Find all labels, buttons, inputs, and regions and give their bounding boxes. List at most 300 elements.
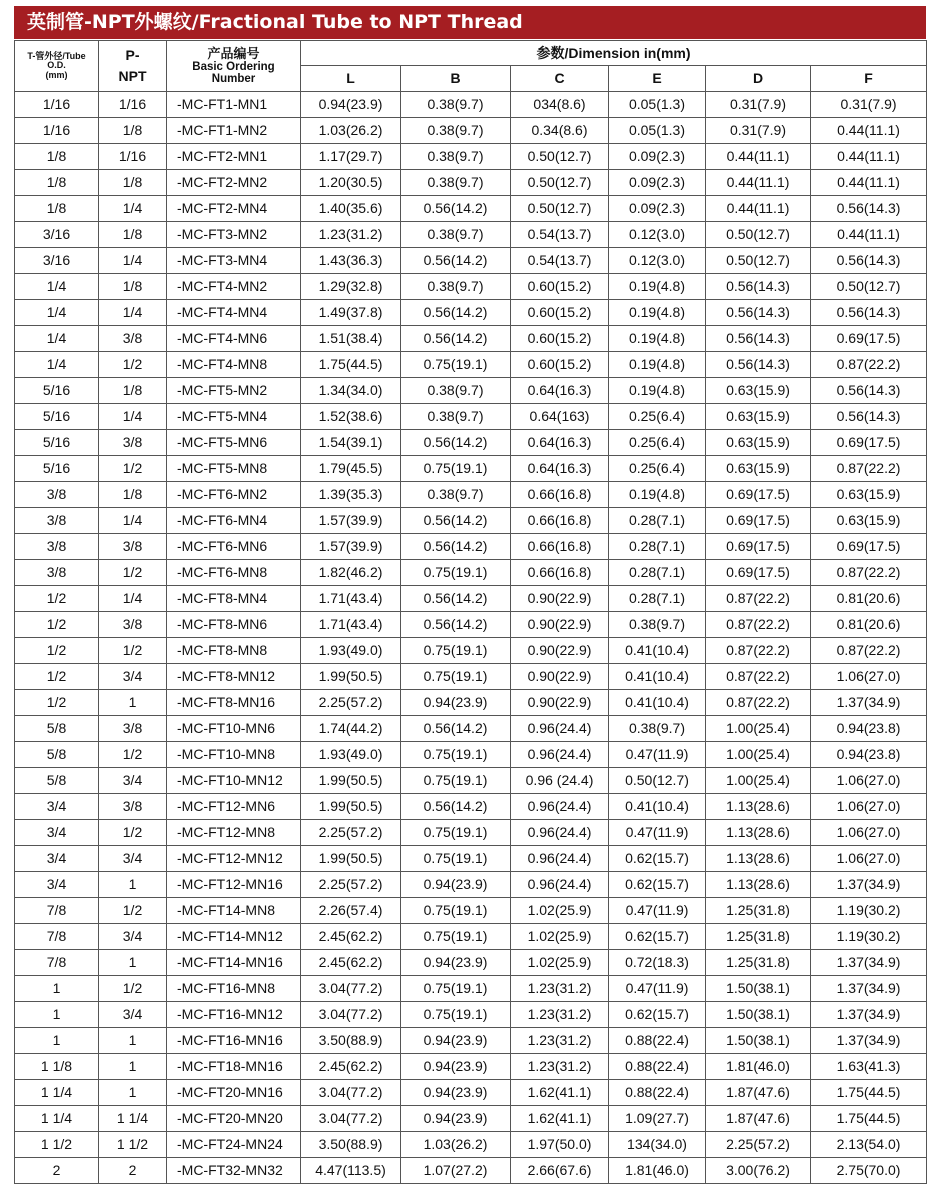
table-row (15, 638, 927, 664)
tube-od-cell: 5/16 (15, 430, 99, 456)
l-cell: 4.47(113.5) (301, 1158, 401, 1184)
header-npt-line1: P- (125, 47, 140, 64)
table-row (15, 872, 927, 898)
e-cell: 0.28(7.1) (609, 586, 706, 612)
c-cell: 0.96 (24.4) (511, 768, 609, 794)
f-cell: 0.87(22.2) (811, 560, 927, 586)
c-cell: 0.96(24.4) (511, 794, 609, 820)
f-cell: 0.44(11.1) (811, 118, 927, 144)
f-cell: 1.75(44.5) (811, 1080, 927, 1106)
npt-cell: 1 (99, 1028, 167, 1054)
d-cell: 1.81(46.0) (706, 1054, 811, 1080)
c-cell: 0.34(8.6) (511, 118, 609, 144)
c-cell: 0.64(163) (511, 404, 609, 430)
ordering-number-cell: -MC-FT32-MN32 (167, 1158, 301, 1184)
l-cell: 1.34(34.0) (301, 378, 401, 404)
f-cell: 0.56(14.3) (811, 300, 927, 326)
tube-od-cell: 3/16 (15, 222, 99, 248)
d-cell: 0.69(17.5) (706, 534, 811, 560)
l-cell: 1.49(37.8) (301, 300, 401, 326)
npt-cell: 3/8 (99, 534, 167, 560)
table-body (15, 92, 927, 1184)
ordering-number-cell: -MC-FT6-MN6 (167, 534, 301, 560)
table-row (15, 430, 927, 456)
b-cell: 0.38(9.7) (401, 118, 511, 144)
header-tube-od-line2: O.D. (47, 60, 66, 71)
e-cell: 0.47(11.9) (609, 820, 706, 846)
table-row (15, 378, 927, 404)
header-tube-od-line1: T-管外径/Tube (27, 50, 86, 61)
c-cell: 0.54(13.7) (511, 248, 609, 274)
ordering-number-cell: -MC-FT14-MN12 (167, 924, 301, 950)
f-cell: 0.63(15.9) (811, 482, 927, 508)
d-cell: 1.87(47.6) (706, 1106, 811, 1132)
l-cell: 1.99(50.5) (301, 664, 401, 690)
ordering-number-cell: -MC-FT12-MN8 (167, 820, 301, 846)
tube-od-cell: 1 1/4 (15, 1080, 99, 1106)
npt-cell: 1/8 (99, 118, 167, 144)
npt-cell: 1/2 (99, 898, 167, 924)
ordering-number-cell: -MC-FT14-MN16 (167, 950, 301, 976)
b-cell: 0.94(23.9) (401, 950, 511, 976)
b-cell: 0.75(19.1) (401, 638, 511, 664)
l-cell: 0.94(23.9) (301, 92, 401, 118)
npt-cell: 1 (99, 872, 167, 898)
f-cell: 0.69(17.5) (811, 430, 927, 456)
npt-cell: 1/4 (99, 196, 167, 222)
tube-od-cell: 1 1/4 (15, 1106, 99, 1132)
l-cell: 1.93(49.0) (301, 638, 401, 664)
table-row (15, 222, 927, 248)
tube-od-cell: 1 1/2 (15, 1132, 99, 1158)
d-cell: 0.63(15.9) (706, 456, 811, 482)
c-cell: 0.90(22.9) (511, 612, 609, 638)
ordering-number-cell: -MC-FT16-MN8 (167, 976, 301, 1002)
l-cell: 1.82(46.2) (301, 560, 401, 586)
c-cell: 1.02(25.9) (511, 924, 609, 950)
c-cell: 034(8.6) (511, 92, 609, 118)
tube-od-cell: 7/8 (15, 898, 99, 924)
ordering-number-cell: -MC-FT20-MN16 (167, 1080, 301, 1106)
f-cell: 0.87(22.2) (811, 456, 927, 482)
npt-cell: 3/4 (99, 846, 167, 872)
l-cell: 1.93(49.0) (301, 742, 401, 768)
e-cell: 0.05(1.3) (609, 118, 706, 144)
e-cell: 0.88(22.4) (609, 1054, 706, 1080)
npt-cell: 3/4 (99, 924, 167, 950)
table-row (15, 196, 927, 222)
f-cell: 1.37(34.9) (811, 1002, 927, 1028)
d-cell: 2.25(57.2) (706, 1132, 811, 1158)
tube-od-cell: 3/8 (15, 482, 99, 508)
header-npt (99, 41, 167, 92)
b-cell: 0.56(14.2) (401, 508, 511, 534)
d-cell: 3.00(76.2) (706, 1158, 811, 1184)
l-cell: 1.03(26.2) (301, 118, 401, 144)
ordering-number-cell: -MC-FT8-MN8 (167, 638, 301, 664)
npt-cell: 1/16 (99, 144, 167, 170)
l-cell: 1.99(50.5) (301, 846, 401, 872)
npt-cell: 3/8 (99, 716, 167, 742)
l-cell: 3.50(88.9) (301, 1132, 401, 1158)
e-cell: 0.25(6.4) (609, 430, 706, 456)
npt-cell: 1 (99, 1054, 167, 1080)
l-cell: 1.75(44.5) (301, 352, 401, 378)
b-cell: 0.75(19.1) (401, 820, 511, 846)
tube-od-cell: 1/2 (15, 664, 99, 690)
table-row (15, 924, 927, 950)
npt-cell: 1/2 (99, 456, 167, 482)
ordering-number-cell: -MC-FT6-MN2 (167, 482, 301, 508)
e-cell: 0.19(4.8) (609, 300, 706, 326)
f-cell: 0.56(14.3) (811, 404, 927, 430)
e-cell: 1.81(46.0) (609, 1158, 706, 1184)
f-cell: 1.06(27.0) (811, 664, 927, 690)
tube-od-cell: 5/8 (15, 742, 99, 768)
table-row (15, 1054, 927, 1080)
tube-od-cell: 3/4 (15, 794, 99, 820)
b-cell: 0.94(23.9) (401, 1080, 511, 1106)
npt-cell: 1/4 (99, 248, 167, 274)
ordering-number-cell: -MC-FT12-MN16 (167, 872, 301, 898)
npt-cell: 1/4 (99, 300, 167, 326)
tube-od-cell: 1/2 (15, 638, 99, 664)
c-cell: 0.66(16.8) (511, 482, 609, 508)
header-col-b: B (401, 66, 511, 92)
table-row (15, 768, 927, 794)
l-cell: 1.23(31.2) (301, 222, 401, 248)
l-cell: 1.51(38.4) (301, 326, 401, 352)
ordering-number-cell: -MC-FT10-MN8 (167, 742, 301, 768)
l-cell: 1.17(29.7) (301, 144, 401, 170)
table-row (15, 1080, 927, 1106)
dimension-table (14, 40, 927, 1184)
npt-cell: 1/8 (99, 274, 167, 300)
table-row (15, 794, 927, 820)
tube-od-cell: 1/8 (15, 196, 99, 222)
table-row (15, 716, 927, 742)
l-cell: 1.20(30.5) (301, 170, 401, 196)
e-cell: 0.09(2.3) (609, 144, 706, 170)
tube-od-cell: 1/2 (15, 612, 99, 638)
f-cell: 0.31(7.9) (811, 92, 927, 118)
b-cell: 0.75(19.1) (401, 846, 511, 872)
e-cell: 134(34.0) (609, 1132, 706, 1158)
d-cell: 0.56(14.3) (706, 352, 811, 378)
tube-od-cell: 1/8 (15, 144, 99, 170)
e-cell: 0.47(11.9) (609, 976, 706, 1002)
f-cell: 0.44(11.1) (811, 170, 927, 196)
npt-cell: 1 1/4 (99, 1106, 167, 1132)
b-cell: 0.94(23.9) (401, 1106, 511, 1132)
tube-od-cell: 3/16 (15, 248, 99, 274)
e-cell: 0.28(7.1) (609, 560, 706, 586)
l-cell: 1.79(45.5) (301, 456, 401, 482)
ordering-number-cell: -MC-FT18-MN16 (167, 1054, 301, 1080)
b-cell: 0.75(19.1) (401, 1002, 511, 1028)
table-row (15, 1158, 927, 1184)
tube-od-cell: 5/8 (15, 716, 99, 742)
d-cell: 0.87(22.2) (706, 612, 811, 638)
tube-od-cell: 1/4 (15, 326, 99, 352)
ordering-number-cell: -MC-FT3-MN2 (167, 222, 301, 248)
header-ordering-number-line1: 产品编号 (207, 46, 260, 62)
header-col-l: L (301, 66, 401, 92)
l-cell: 2.25(57.2) (301, 872, 401, 898)
f-cell: 1.06(27.0) (811, 820, 927, 846)
l-cell: 1.54(39.1) (301, 430, 401, 456)
npt-cell: 1/16 (99, 92, 167, 118)
tube-od-cell: 2 (15, 1158, 99, 1184)
b-cell: 0.94(23.9) (401, 1054, 511, 1080)
b-cell: 0.56(14.2) (401, 612, 511, 638)
b-cell: 0.75(19.1) (401, 742, 511, 768)
table-row (15, 664, 927, 690)
c-cell: 1.62(41.1) (511, 1106, 609, 1132)
d-cell: 0.56(14.3) (706, 326, 811, 352)
table-row (15, 1002, 927, 1028)
npt-cell: 1/2 (99, 976, 167, 1002)
c-cell: 0.66(16.8) (511, 560, 609, 586)
b-cell: 0.38(9.7) (401, 170, 511, 196)
b-cell: 0.75(19.1) (401, 898, 511, 924)
tube-od-cell: 1/4 (15, 300, 99, 326)
tube-od-cell: 7/8 (15, 950, 99, 976)
ordering-number-cell: -MC-FT5-MN4 (167, 404, 301, 430)
npt-cell: 1/2 (99, 742, 167, 768)
tube-od-cell: 3/8 (15, 534, 99, 560)
tube-od-cell: 1/8 (15, 170, 99, 196)
npt-cell: 1/4 (99, 586, 167, 612)
b-cell: 0.94(23.9) (401, 872, 511, 898)
d-cell: 0.87(22.2) (706, 638, 811, 664)
f-cell: 0.81(20.6) (811, 586, 927, 612)
b-cell: 0.75(19.1) (401, 924, 511, 950)
tube-od-cell: 1/16 (15, 118, 99, 144)
d-cell: 0.87(22.2) (706, 690, 811, 716)
e-cell: 0.41(10.4) (609, 638, 706, 664)
d-cell: 1.87(47.6) (706, 1080, 811, 1106)
c-cell: 1.23(31.2) (511, 1054, 609, 1080)
npt-cell: 1/8 (99, 222, 167, 248)
c-cell: 0.90(22.9) (511, 586, 609, 612)
c-cell: 1.23(31.2) (511, 976, 609, 1002)
tube-od-cell: 1/4 (15, 352, 99, 378)
e-cell: 0.88(22.4) (609, 1028, 706, 1054)
table-row (15, 820, 927, 846)
c-cell: 0.90(22.9) (511, 690, 609, 716)
page-title: 英制管-NPT外螺纹/Fractional Tube to NPT Thread (14, 6, 926, 39)
c-cell: 0.96(24.4) (511, 742, 609, 768)
tube-od-cell: 5/16 (15, 456, 99, 482)
c-cell: 0.64(16.3) (511, 456, 609, 482)
table-row (15, 976, 927, 1002)
e-cell: 0.62(15.7) (609, 846, 706, 872)
npt-cell: 3/4 (99, 1002, 167, 1028)
header-dimension: 参数/Dimension in(mm) (301, 41, 927, 66)
table-row (15, 170, 927, 196)
c-cell: 0.66(16.8) (511, 534, 609, 560)
ordering-number-cell: -MC-FT24-MN24 (167, 1132, 301, 1158)
ordering-number-cell: -MC-FT2-MN4 (167, 196, 301, 222)
l-cell: 1.43(36.3) (301, 248, 401, 274)
d-cell: 1.00(25.4) (706, 768, 811, 794)
header-col-f: F (811, 66, 927, 92)
table-row (15, 456, 927, 482)
e-cell: 0.47(11.9) (609, 898, 706, 924)
f-cell: 2.75(70.0) (811, 1158, 927, 1184)
table-row (15, 534, 927, 560)
table-row (15, 274, 927, 300)
npt-cell: 1/4 (99, 508, 167, 534)
c-cell: 0.60(15.2) (511, 274, 609, 300)
ordering-number-cell: -MC-FT5-MN6 (167, 430, 301, 456)
l-cell: 2.45(62.2) (301, 950, 401, 976)
e-cell: 0.05(1.3) (609, 92, 706, 118)
ordering-number-cell: -MC-FT14-MN8 (167, 898, 301, 924)
c-cell: 0.90(22.9) (511, 664, 609, 690)
c-cell: 0.54(13.7) (511, 222, 609, 248)
ordering-number-cell: -MC-FT4-MN8 (167, 352, 301, 378)
e-cell: 1.09(27.7) (609, 1106, 706, 1132)
l-cell: 2.26(57.4) (301, 898, 401, 924)
table-row (15, 586, 927, 612)
npt-cell: 1/2 (99, 560, 167, 586)
b-cell: 0.75(19.1) (401, 560, 511, 586)
e-cell: 0.41(10.4) (609, 690, 706, 716)
e-cell: 0.41(10.4) (609, 664, 706, 690)
f-cell: 1.63(41.3) (811, 1054, 927, 1080)
header-col-e: E (609, 66, 706, 92)
ordering-number-cell: -MC-FT1-MN2 (167, 118, 301, 144)
tube-od-cell: 5/8 (15, 768, 99, 794)
ordering-number-cell: -MC-FT4-MN6 (167, 326, 301, 352)
f-cell: 0.69(17.5) (811, 326, 927, 352)
f-cell: 0.94(23.8) (811, 716, 927, 742)
ordering-number-cell: -MC-FT10-MN12 (167, 768, 301, 794)
ordering-number-cell: -MC-FT5-MN2 (167, 378, 301, 404)
l-cell: 1.74(44.2) (301, 716, 401, 742)
tube-od-cell: 3/8 (15, 508, 99, 534)
e-cell: 0.19(4.8) (609, 326, 706, 352)
d-cell: 0.50(12.7) (706, 222, 811, 248)
b-cell: 0.56(14.2) (401, 430, 511, 456)
b-cell: 0.56(14.2) (401, 248, 511, 274)
f-cell: 0.87(22.2) (811, 352, 927, 378)
d-cell: 0.69(17.5) (706, 482, 811, 508)
c-cell: 0.66(16.8) (511, 508, 609, 534)
ordering-number-cell: -MC-FT16-MN12 (167, 1002, 301, 1028)
ordering-number-cell: -MC-FT4-MN4 (167, 300, 301, 326)
d-cell: 1.13(28.6) (706, 846, 811, 872)
ordering-number-cell: -MC-FT16-MN16 (167, 1028, 301, 1054)
f-cell: 0.56(14.3) (811, 378, 927, 404)
d-cell: 0.87(22.2) (706, 664, 811, 690)
table-row (15, 560, 927, 586)
d-cell: 1.13(28.6) (706, 820, 811, 846)
ordering-number-cell: -MC-FT3-MN4 (167, 248, 301, 274)
ordering-number-cell: -MC-FT8-MN12 (167, 664, 301, 690)
f-cell: 0.56(14.3) (811, 248, 927, 274)
b-cell: 1.07(27.2) (401, 1158, 511, 1184)
f-cell: 0.87(22.2) (811, 638, 927, 664)
ordering-number-cell: -MC-FT4-MN2 (167, 274, 301, 300)
d-cell: 0.87(22.2) (706, 586, 811, 612)
header-tube-od-line3: (mm) (45, 69, 68, 80)
f-cell: 1.19(30.2) (811, 898, 927, 924)
e-cell: 0.88(22.4) (609, 1080, 706, 1106)
tube-od-cell: 1 (15, 1002, 99, 1028)
l-cell: 1.52(38.6) (301, 404, 401, 430)
f-cell: 0.56(14.3) (811, 196, 927, 222)
l-cell: 1.71(43.4) (301, 612, 401, 638)
l-cell: 3.04(77.2) (301, 1080, 401, 1106)
d-cell: 0.31(7.9) (706, 118, 811, 144)
table-row (15, 144, 927, 170)
npt-cell: 3/4 (99, 768, 167, 794)
b-cell: 0.38(9.7) (401, 378, 511, 404)
l-cell: 3.50(88.9) (301, 1028, 401, 1054)
d-cell: 1.25(31.8) (706, 924, 811, 950)
c-cell: 2.66(67.6) (511, 1158, 609, 1184)
b-cell: 0.38(9.7) (401, 222, 511, 248)
b-cell: 0.56(14.2) (401, 794, 511, 820)
npt-cell: 3/8 (99, 326, 167, 352)
f-cell: 1.37(34.9) (811, 950, 927, 976)
table-row (15, 1106, 927, 1132)
b-cell: 0.38(9.7) (401, 92, 511, 118)
f-cell: 1.37(34.9) (811, 976, 927, 1002)
f-cell: 1.75(44.5) (811, 1106, 927, 1132)
b-cell: 0.56(14.2) (401, 586, 511, 612)
d-cell: 0.44(11.1) (706, 170, 811, 196)
npt-cell: 1/8 (99, 482, 167, 508)
e-cell: 0.25(6.4) (609, 456, 706, 482)
c-cell: 0.50(12.7) (511, 196, 609, 222)
e-cell: 0.38(9.7) (609, 612, 706, 638)
e-cell: 0.19(4.8) (609, 352, 706, 378)
tube-od-cell: 3/4 (15, 846, 99, 872)
e-cell: 0.12(3.0) (609, 222, 706, 248)
l-cell: 1.99(50.5) (301, 768, 401, 794)
f-cell: 1.06(27.0) (811, 846, 927, 872)
c-cell: 1.97(50.0) (511, 1132, 609, 1158)
c-cell: 0.64(16.3) (511, 378, 609, 404)
e-cell: 0.62(15.7) (609, 1002, 706, 1028)
table-row (15, 612, 927, 638)
f-cell: 0.44(11.1) (811, 144, 927, 170)
b-cell: 0.38(9.7) (401, 404, 511, 430)
table-row (15, 690, 927, 716)
ordering-number-cell: -MC-FT8-MN4 (167, 586, 301, 612)
b-cell: 0.94(23.9) (401, 690, 511, 716)
tube-od-cell: 7/8 (15, 924, 99, 950)
table-row (15, 92, 927, 118)
table-row (15, 950, 927, 976)
b-cell: 0.56(14.2) (401, 326, 511, 352)
e-cell: 0.28(7.1) (609, 508, 706, 534)
l-cell: 1.40(35.6) (301, 196, 401, 222)
e-cell: 0.09(2.3) (609, 170, 706, 196)
tube-od-cell: 3/4 (15, 872, 99, 898)
f-cell: 1.37(34.9) (811, 690, 927, 716)
tube-od-cell: 3/4 (15, 820, 99, 846)
l-cell: 1.99(50.5) (301, 794, 401, 820)
table-row (15, 300, 927, 326)
e-cell: 0.62(15.7) (609, 924, 706, 950)
tube-od-cell: 1 1/8 (15, 1054, 99, 1080)
npt-cell: 3/8 (99, 430, 167, 456)
